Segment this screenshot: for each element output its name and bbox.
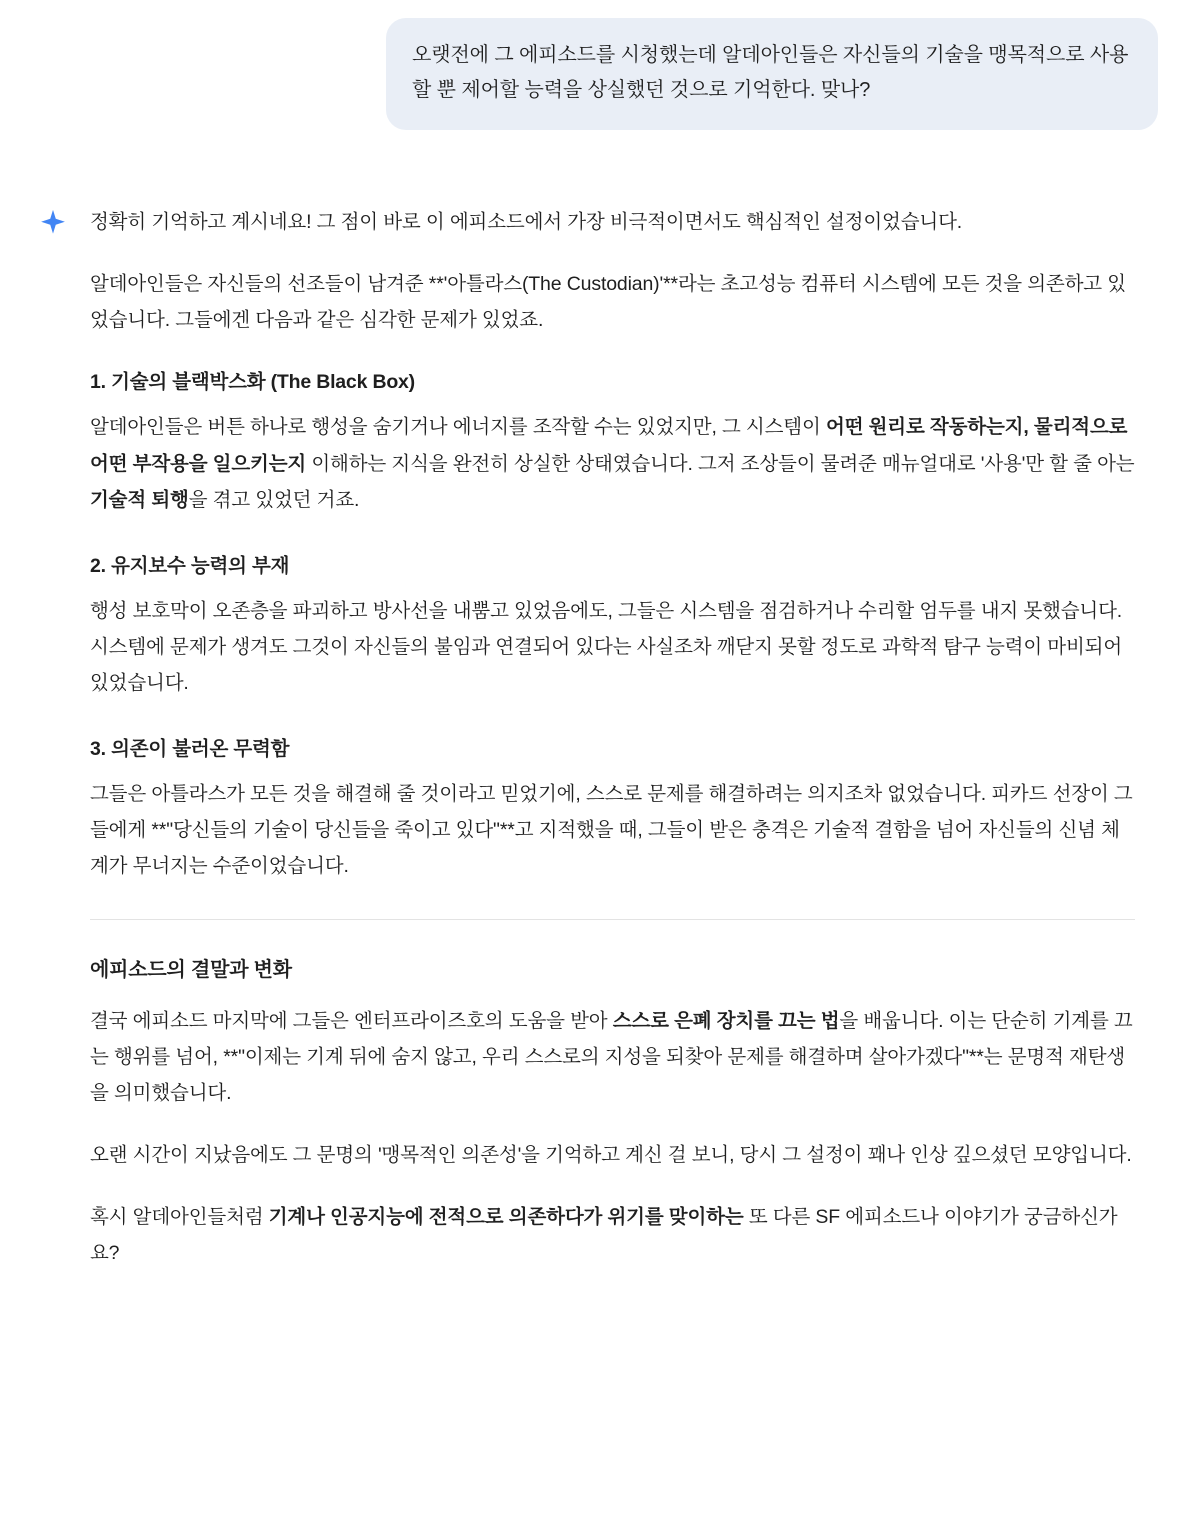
followup-text-b: 또 다른 SF 에피소드나 이야기가 궁금하신가요? [90,1205,1118,1264]
followup-bold-a: 기계나 인공지능에 전적으로 의존하다가 위기를 맞이하는 [268,1205,744,1228]
assistant-avatar [34,204,90,238]
user-message-bubble[interactable]: 오랫전에 그 에피소드를 시청했는데 알데아인들은 자신들의 기술을 맹목적으로 사용할 뿐 제어할 능력을 상실했던 것으로 기억한다. 맞나? [386,18,1158,130]
assistant-intro-paragraph: 정확히 기억하고 계시네요! 그 점이 바로 이 에피소드에서 가장 비극적이면서도 핵심적인 설정이었습니다. [90,211,963,233]
section-body-2: 행성 보호막이 오존층을 파괴하고 방사선을 내뿜고 있었음에도, 그들은 시스템을 점검하거나 수리할 엄두를 내지 못했습니다. 시스템에 문제가 생겨도 그것이 자신들의 불임과 연결되어 있다는 사실조차 깨닫지 못할 정도로 과학적 탐구 능력이 마비되어 있었습니다. [90,599,1123,694]
section-1-bold-a: 어떤 원리로 작동하는지, 물리적으로 어떤 부작용을 일으키는지 [90,416,1128,475]
followup-text-a: 혹시 알데아인들처럼 [90,1205,269,1228]
section-1-text-c: 을 겪고 있었던 거죠. [188,488,360,511]
section-1-bold-b: 기술적 퇴행 [90,488,189,511]
assistant-paragraph-2: 알데아인들은 자신들의 선조들이 남겨준 **'아틀라스(The Custodian)'**라는 초고성능 컴퓨터 시스템에 모든 것을 의존하고 있었습니다. 그들에겐 다음과 같은 심각한 문제가 있었죠. [90,273,1126,332]
closing-paragraph: 오랜 시간이 지났음에도 그 문명의 '맹목적인 의존성'을 기억하고 계신 걸 보니, 당시 그 설정이 꽤나 인상 깊으셨던 모양입니다. [90,1143,1132,1166]
user-message-row [0,0,1180,130]
section-1-text-a: 알데아인들은 버튼 하나로 행성을 숨기거나 에너지를 조작할 수는 있었지만, 그 시스템이 [90,416,826,439]
ending-heading: 에피소드의 결말과 변화 [90,958,292,981]
sparkle-icon [38,208,68,238]
section-body-1 [90,409,1135,517]
section-heading-2: 2. 유지보수 능력의 부재 [90,554,290,577]
ending-body [90,1003,1135,1111]
section-body-3: 그들은 아틀라스가 모든 것을 해결해 줄 것이라고 믿었기에, 스스로 문제를 해결하려는 의지조차 없었습니다. 피카드 선장이 그들에게 **"당신들의 기술이 당신들을 죽이고 있다"**고 지적했을 때, 그들이 받은 충격은 기술적 결함을 넘어 자신들의 신념 체계가 무너지는 수준이었습니다. [90,783,1133,878]
section-divider [90,919,1135,920]
ending-bold-a: 스스로 은폐 장치를 끄는 법 [612,1009,840,1032]
assistant-message-row [0,130,1180,1297]
section-heading-3: 3. 의존이 불러온 무력함 [90,738,290,761]
followup-paragraph [90,1199,1135,1271]
section-heading-1: 1. 기술의 블랙박스화 (The Black Box) [90,371,415,394]
section-1-text-b: 이해하는 지식을 완전히 상실한 상태였습니다. 그저 조상들이 물려준 매뉴얼대로 '사용'만 할 줄 아는 [306,452,1135,475]
assistant-message-body [90,204,1135,1297]
ending-text-b: 을 배웁니다. 이는 단순히 기계를 끄는 행위를 넘어, **"이제는 기계 뒤에 숨지 않고, 우리 스스로의 지성을 되찾아 문제를 해결하며 살아가겠다"**는 문명적 재탄생을 의미했습니다. [90,1009,1133,1104]
ending-text-a: 결국 에피소드 마지막에 그들은 엔터프라이즈호의 도움을 받아 [90,1009,613,1032]
